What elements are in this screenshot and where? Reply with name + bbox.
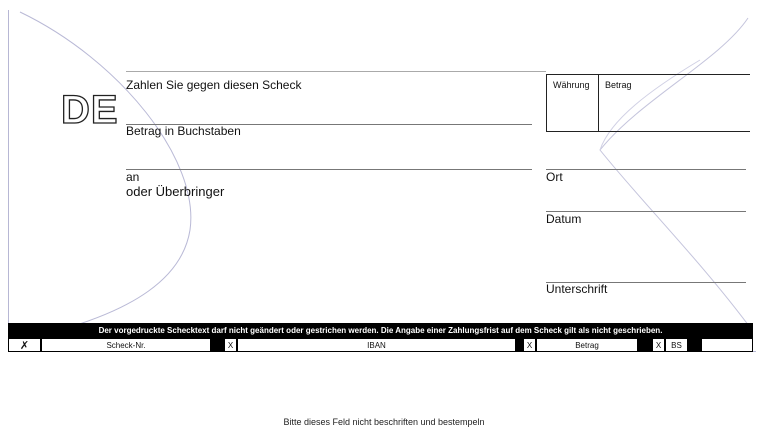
separator-x-3: X <box>653 339 664 351</box>
amount-label: Betrag <box>605 80 632 90</box>
last-code-field <box>702 339 752 351</box>
top-rule <box>126 71 546 72</box>
currency-label: Währung <box>553 80 590 90</box>
bearer-label: oder Überbringer <box>126 184 225 199</box>
amount-code-field: Betrag <box>537 339 637 351</box>
codeline <box>8 338 753 352</box>
place-line[interactable] <box>546 169 746 170</box>
amount-box-divider <box>598 75 599 131</box>
separator-x-1: X <box>225 339 236 351</box>
cross-mark-icon: ✗ <box>9 339 40 351</box>
place-label: Ort <box>546 170 563 184</box>
date-label: Datum <box>546 212 582 226</box>
notice-text: Der vorgedruckte Schecktext darf nicht geändert oder gestrichen werden. Die Angabe einer Zahlungsfrist auf dem Scheck gilt als nicht geschrieben. <box>98 326 663 335</box>
to-label: an <box>126 170 140 184</box>
payee-line[interactable] <box>126 169 532 170</box>
iban-field: IBAN <box>238 339 515 351</box>
bs-field: BS <box>666 339 687 351</box>
footer-note: Bitte dieses Feld nicht beschriften und bestempeln <box>283 417 485 427</box>
amount-words-label: Betrag in Buchstaben <box>126 124 241 138</box>
country-code: DE <box>61 88 119 132</box>
check-frame <box>8 10 756 352</box>
check-number-field: Scheck-Nr. <box>42 339 210 351</box>
notice-bar <box>8 323 753 338</box>
signature-label: Unterschrift <box>546 282 608 296</box>
separator-x-2: X <box>524 339 535 351</box>
pay-label: Zahlen Sie gegen diesen Scheck <box>126 78 302 92</box>
amount-box[interactable] <box>546 74 750 132</box>
